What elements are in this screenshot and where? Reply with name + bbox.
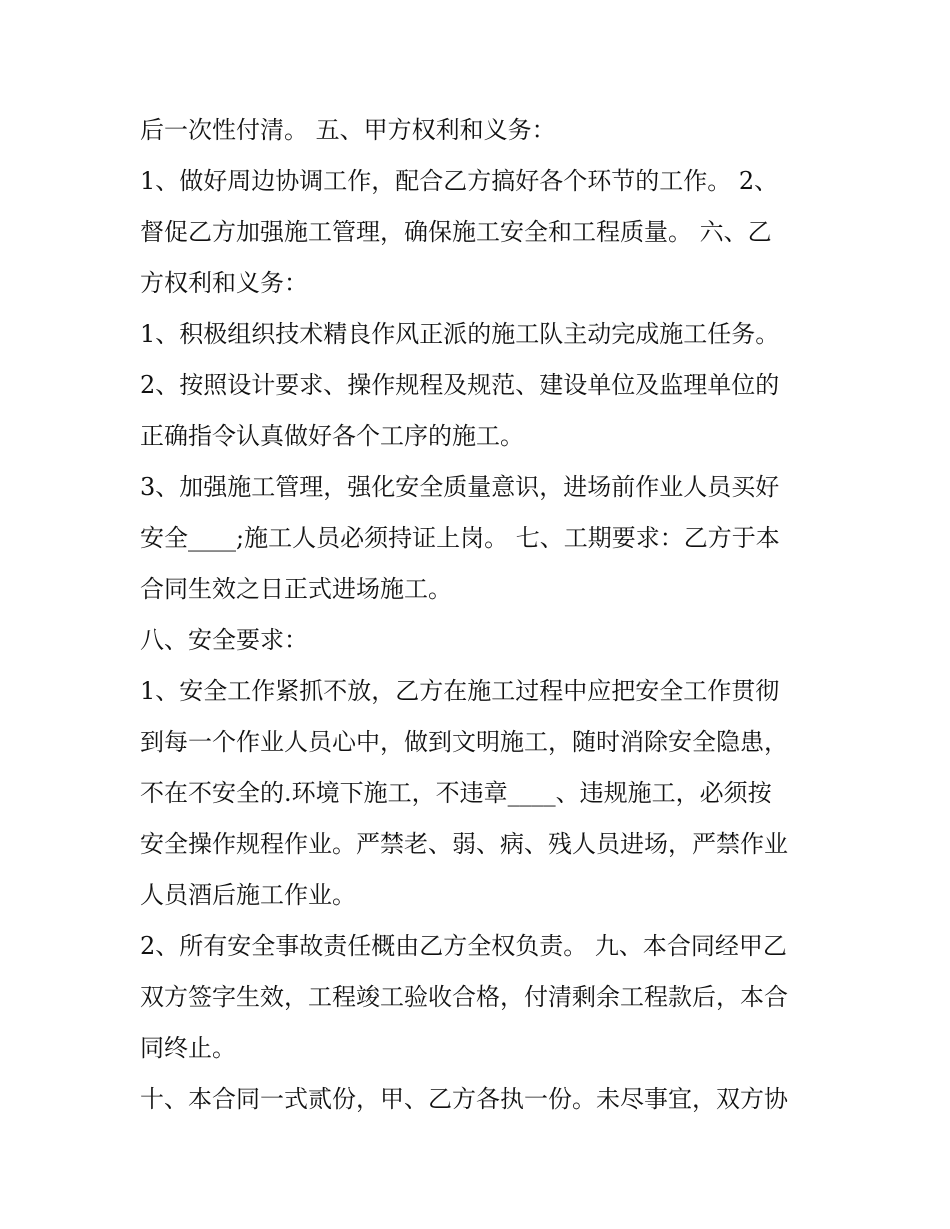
text-line: 2、按照设计要求、操作规程及规范、建设单位及监理单位的 (140, 371, 780, 399)
text-line: 同终止。 (140, 1034, 236, 1062)
text-line: 安全____;施工人员必须持证上岗。 七、工期要求：乙方于本 (140, 524, 780, 552)
text-line: 正确指令认真做好各个工序的施工。 (140, 422, 524, 450)
text-line: 1、安全工作紧抓不放，乙方在施工过程中应把安全工作贯彻 (140, 677, 780, 705)
text-line: 1、积极组织技术精良作风正派的施工队主动完成施工任务。 (140, 320, 780, 348)
text-line: 八、安全要求： (140, 626, 308, 654)
text-line: 不在不安全的.环境下施工，不违章____、违规施工，必须按 (140, 779, 772, 807)
text-line: 双方签字生效，工程竣工验收合格，付清剩余工程款后，本合 (140, 983, 788, 1011)
text-line: 2、所有安全事故责任概由乙方全权负责。 九、本合同经甲乙 (140, 932, 787, 960)
text-line: 人员酒后施工作业。 (140, 881, 356, 909)
contract-text (140, 105, 820, 1125)
text-line: 3、加强施工管理，强化安全质量意识，进场前作业人员买好 (140, 473, 780, 501)
text-line: 1、做好周边协调工作，配合乙方搞好各个环节的工作。 2、 (140, 167, 779, 195)
text-line: 合同生效之日正式进场施工。 (140, 575, 452, 603)
text-line: 督促乙方加强施工管理，确保施工安全和工程质量。 六、乙 (140, 218, 772, 246)
text-line: 十、本合同一式贰份，甲、乙方各执一份。未尽事宜，双方协 (140, 1085, 788, 1113)
text-line: 方权利和义务： (140, 269, 308, 297)
text-line: 后一次性付清。 五、甲方权利和义务： (140, 116, 556, 144)
text-line: 到每一个作业人员心中，做到文明施工，随时消除安全隐患， (140, 728, 788, 756)
text-line: 安全操作规程作业。严禁老、弱、病、残人员进场，严禁作业 (140, 830, 788, 858)
